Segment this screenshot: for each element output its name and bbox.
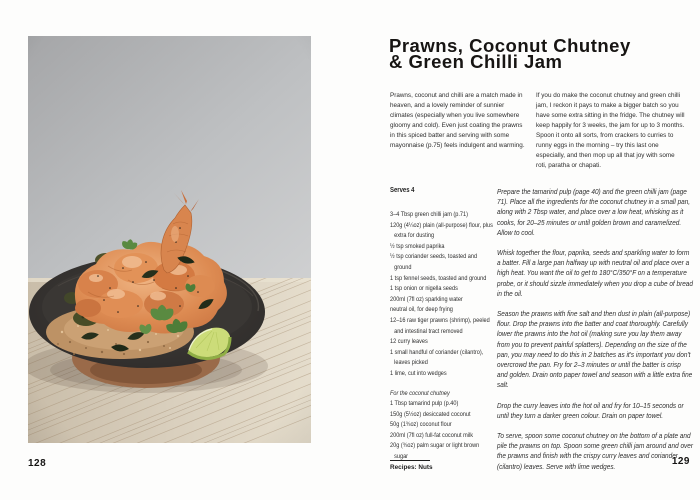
photo-vignette: [28, 36, 311, 443]
page-number-right: 129: [671, 456, 690, 467]
ingredient-item: ½ tsp coriander seeds, toasted and ground: [390, 253, 478, 271]
recipe-photo-illustration: [28, 36, 311, 443]
ingredients-chutney-list: [390, 399, 494, 463]
recipe-photo: [28, 36, 311, 443]
recipe-title-line1: Prawns, Coconut Chutney: [389, 35, 631, 56]
ingredient-item: 20g (¾oz) palm sugar or light brown sugar: [390, 442, 480, 461]
ingredient-item: 1 Tbsp tamarind pulp (p.40): [390, 400, 459, 408]
serves-label: Serves 4: [390, 187, 415, 194]
ingredient-item: 200ml (7fl oz) full-fat coconut milk: [390, 431, 474, 439]
method-paragraph: Prepare the tamarind pulp (page 40) and the green chilli jam (page 71). Place all the ingredients for the coconut chutney in a small pan, along with 2 Tbsp water, and place over a low heat, whisking as it cooks, for 20–25 minutes or until golden brown and caramelized. Allow to cool.: [497, 187, 691, 237]
ingredient-item: 12 curry leaves: [390, 338, 428, 346]
ingredient-item: ½ tsp smoked paprika: [390, 242, 445, 250]
method-paragraph: Whisk together the flour, paprika, seeds and sparkling water to form a batter. Fill a large pan halfway up with neutral oil and place over a high heat. You want the oil to get to 180°C/350°F on a temperature probe, or it should sizzle immediately when you drop a cube of bread in the oil.: [497, 248, 693, 298]
ingredient-item: 1 small handful of coriander (cilantro), leaves picked: [390, 348, 484, 367]
chutney-subheading: For the coconut chutney: [390, 389, 450, 397]
ingredients-column: [390, 210, 494, 463]
intro-paragraph-left: Prawns, coconut and chilli are a match made in heaven, and a lovely reminder of sunnier climates (especially when you live somewhere gloomy and cold). Even just coating the prawns in this spiced batter and serving with some mayonnaise (p.75) feels indulgent and warming.: [390, 92, 525, 149]
ingredient-item: 50g (1¾oz) coconut flour: [390, 421, 452, 429]
ingredient-item: 1 tsp fennel seeds, toasted and ground: [390, 274, 487, 282]
ingredient-item: 1 lime, cut into wedges: [390, 369, 447, 377]
ingredient-item: 12–16 raw tiger prawns (shrimp), peeled and intestinal tract removed: [390, 316, 490, 335]
ingredient-item: 150g (5½oz) desiccated coconut: [390, 410, 471, 418]
footer-rule: [390, 460, 430, 461]
page-number-left: 128: [28, 458, 47, 469]
recipe-title: [389, 35, 631, 72]
ingredient-item: neutral oil, for deep frying: [390, 306, 453, 314]
ingredient-item: 1 tsp onion or nigella seeds: [390, 285, 458, 293]
ingredients-main-list: [390, 210, 494, 380]
ingredient-item: 200ml (7fl oz) sparkling water: [390, 295, 463, 303]
ingredient-item: 3–4 Tbsp green chilli jam (p.71): [390, 211, 468, 218]
intro-paragraph-right: If you do make the coconut chutney and green chilli jam, I reckon it pays to make a bigger batch so you have some extra sitting in the fridge. The chutney will keep happily for 3 weeks, the jam for up to 3 months. Spoon it onto all sorts, from crackers to curries to runny eggs in the morning – try this last one especially, and then mop up all that joy with some roti, paratha or chapati.: [536, 92, 685, 169]
method-column: [497, 187, 693, 482]
method-paragraph: Season the prawns with fine salt and then dust in plain (all-purpose) flour. Drop the prawns into the batter and coat thoroughly. Carefully lower the prawns into the hot oil (making sure you lay them away from you to prevent painful splatters). Depending on the size of the pan, you may need to do this in 2 batches as it's important you don't overcrowd the pan. Fry for 2–3 minutes or until the batter is crisp and golden. Drain onto paper towel and season with a little extra fine salt.: [497, 309, 693, 390]
recipe-title-line2: & Green Chilli Jam: [389, 50, 563, 72]
ingredient-item: 120g (4¼oz) plain (all-purpose) flour, plus extra for dusting: [390, 221, 493, 240]
method-paragraph: To serve, spoon some coconut chutney on the bottom of a plate and pile the prawns on top. Spoon some green chilli jam around and over the prawns and finish with the crispy curry leaves and coriander (cilantro) leaves. Serve with lime wedges.: [497, 431, 693, 471]
footer-section-label: Recipes: Nuts: [390, 464, 433, 471]
method-paragraph: Drop the curry leaves into the hot oil and fry for 10–15 seconds or until they turn a darker green colour. Drain on paper towel.: [497, 400, 684, 420]
